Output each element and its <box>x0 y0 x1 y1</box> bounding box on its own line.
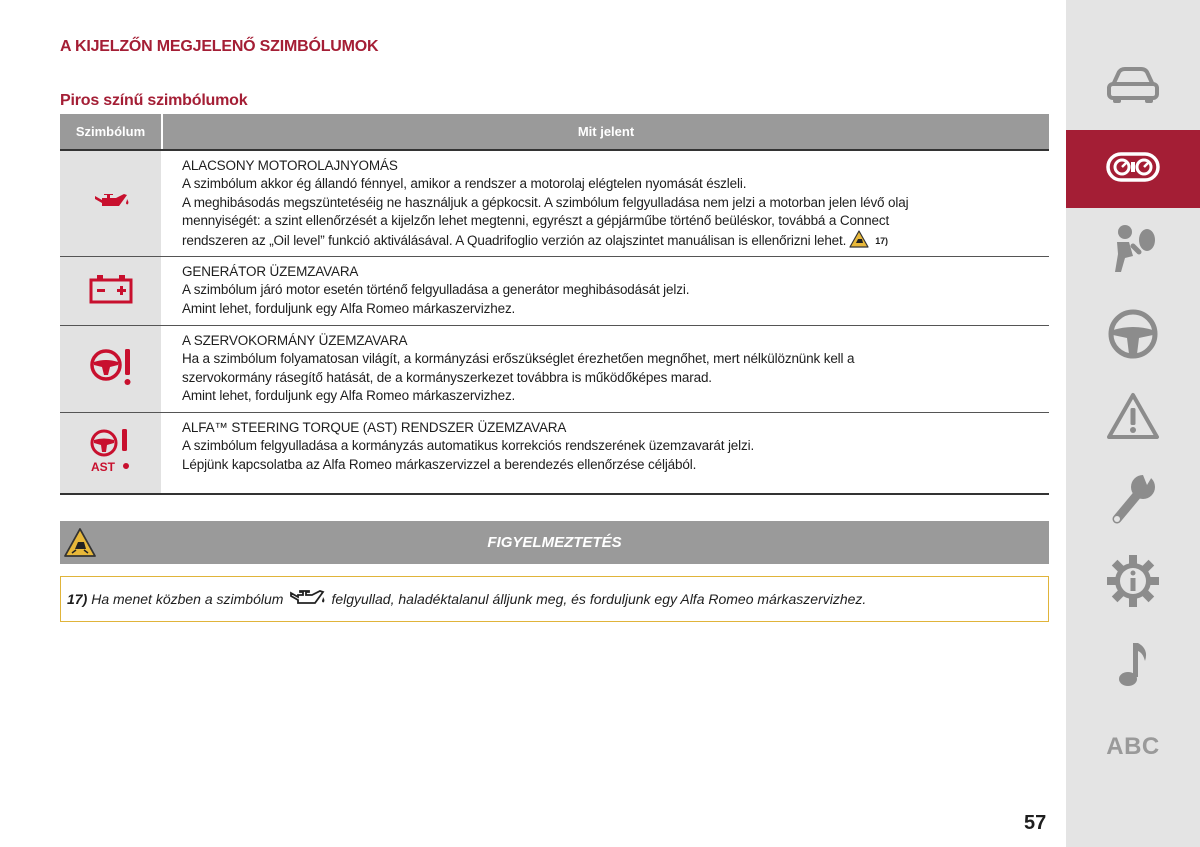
oil-pressure-icon <box>287 588 327 611</box>
description-line: A szimbólum járó motor esetén történő felgyulladása a generátor meghibásodását jelzi. <box>182 282 690 298</box>
table-row <box>60 151 1049 257</box>
caution-icon <box>849 230 869 253</box>
sidebar-item-maintenance[interactable] <box>1066 472 1200 530</box>
steering-wheel-icon <box>1107 308 1159 365</box>
warning-triangle-icon <box>1105 391 1161 446</box>
description-line: A szimbólum akkor ég állandó fénnyel, amikor a rendszer a motorolaj elégtelen nyomását észleli. <box>182 176 747 192</box>
meaning-cell <box>161 326 1049 412</box>
symbol-cell <box>60 151 161 256</box>
description-text: rendszeren az „Oil level” funkció aktiválásával. A Quadrifoglio verzión az olajszintet manuálisan is ellenőrizni lehet. <box>182 233 847 249</box>
footnote-ref[interactable]: 17) <box>875 236 888 247</box>
symbol-cell <box>60 413 161 493</box>
page-number: 57 <box>1024 812 1047 834</box>
sidebar-item-multimedia[interactable] <box>1066 640 1200 692</box>
column-header-meaning: Mit jelent <box>163 114 1049 149</box>
power-steering-icon <box>89 346 133 393</box>
description-line-with-ref <box>182 230 1049 253</box>
ast-label: AST <box>90 459 115 474</box>
wrench-icon <box>1107 471 1159 532</box>
column-header-symbol: Szimbólum <box>60 114 161 149</box>
table-header <box>60 114 1049 151</box>
description-line: Ha a szimbólum folyamatosan világít, a kormányzási erőszükséglet érezhetően megnőhet, mert nélkülöznünk kell a <box>182 351 855 367</box>
note-number: 17) <box>67 591 88 607</box>
symbol-cell <box>60 257 161 325</box>
section-subtitle: Piros színű szimbólumok <box>60 92 248 109</box>
row-title: ALACSONY MOTOROLAJNYOMÁS <box>182 158 398 173</box>
sidebar-item-safety[interactable] <box>1066 224 1200 278</box>
description-line: A szimbólum felgyulladása a kormányzás automatikus korrekciós rendszerének üzemzavarát jelzi. <box>182 438 755 454</box>
sidebar-item-car[interactable] <box>1066 62 1200 112</box>
row-title: A SZERVOKORMÁNY ÜZEMZAVARA <box>182 333 408 348</box>
description-line: Amint lehet, forduljunk egy Alfa Romeo márkaszervizhez. <box>182 387 516 403</box>
battery-icon <box>88 273 134 310</box>
caution-icon <box>60 521 100 564</box>
row-title: ALFA™ STEERING TORQUE (AST) RENDSZER ÜZEMZAVARA <box>182 420 567 435</box>
chapter-sidebar <box>1066 0 1200 847</box>
sidebar-item-index[interactable] <box>1066 730 1200 764</box>
dashboard-icon <box>1105 149 1161 190</box>
oil-pressure-icon <box>91 190 131 217</box>
symbol-cell <box>60 326 161 412</box>
warning-note <box>60 576 1049 622</box>
warning-title: FIGYELMEZTETÉS <box>487 534 622 551</box>
sidebar-item-technical[interactable] <box>1066 554 1200 612</box>
description-line: Amint lehet, forduljunk egy Alfa Romeo márkaszervizhez. <box>182 300 516 316</box>
airbag-icon <box>1105 222 1161 281</box>
warning-bar <box>60 521 1049 564</box>
description-line: szervokormány rásegítő hatását, de a kormányszerkezet továbbra is működőképes marad. <box>182 369 712 385</box>
note-text-before: Ha menet közben a szimbólum <box>91 591 284 607</box>
info-gear-icon <box>1105 553 1161 614</box>
description-line: A meghibásodás megszüntetéséig ne használjuk a gépkocsit. A szimbólum felgyulladása nem jelzi a motorban jelen lévő olaj <box>182 194 909 210</box>
ast-steering-icon <box>88 427 134 480</box>
meaning-cell <box>161 257 1049 325</box>
car-icon <box>1105 65 1161 110</box>
page-title: A KIJELZŐN MEGJELENŐ SZIMBÓLUMOK <box>60 38 379 55</box>
meaning-cell <box>161 151 1049 256</box>
symbol-table <box>60 114 1049 495</box>
sidebar-item-driving[interactable] <box>1066 308 1200 364</box>
description-line: Lépjünk kapcsolatba az Alfa Romeo márkaszervizzel a berendezés ellenőrzése céljából. <box>182 456 697 472</box>
meaning-cell <box>161 413 1049 493</box>
description-line: mennyiségét: a szint ellenőrzését a kijelzőn lehet megtenni, egyrészt a gépjárműbe történő beüléskor, továbbá a Connect <box>182 212 890 228</box>
sidebar-item-warnings[interactable] <box>1066 392 1200 444</box>
sidebar-item-dashboard[interactable] <box>1066 130 1200 208</box>
note-text-after: felgyullad, haladéktalanul álljunk meg, és forduljunk egy Alfa Romeo márkaszervizhez. <box>331 591 867 607</box>
table-row <box>60 413 1049 495</box>
row-title: GENERÁTOR ÜZEMZAVARA <box>182 264 359 279</box>
table-row <box>60 257 1049 326</box>
music-note-icon <box>1113 639 1153 694</box>
table-row <box>60 326 1049 413</box>
index-label: ABC <box>1106 733 1160 760</box>
